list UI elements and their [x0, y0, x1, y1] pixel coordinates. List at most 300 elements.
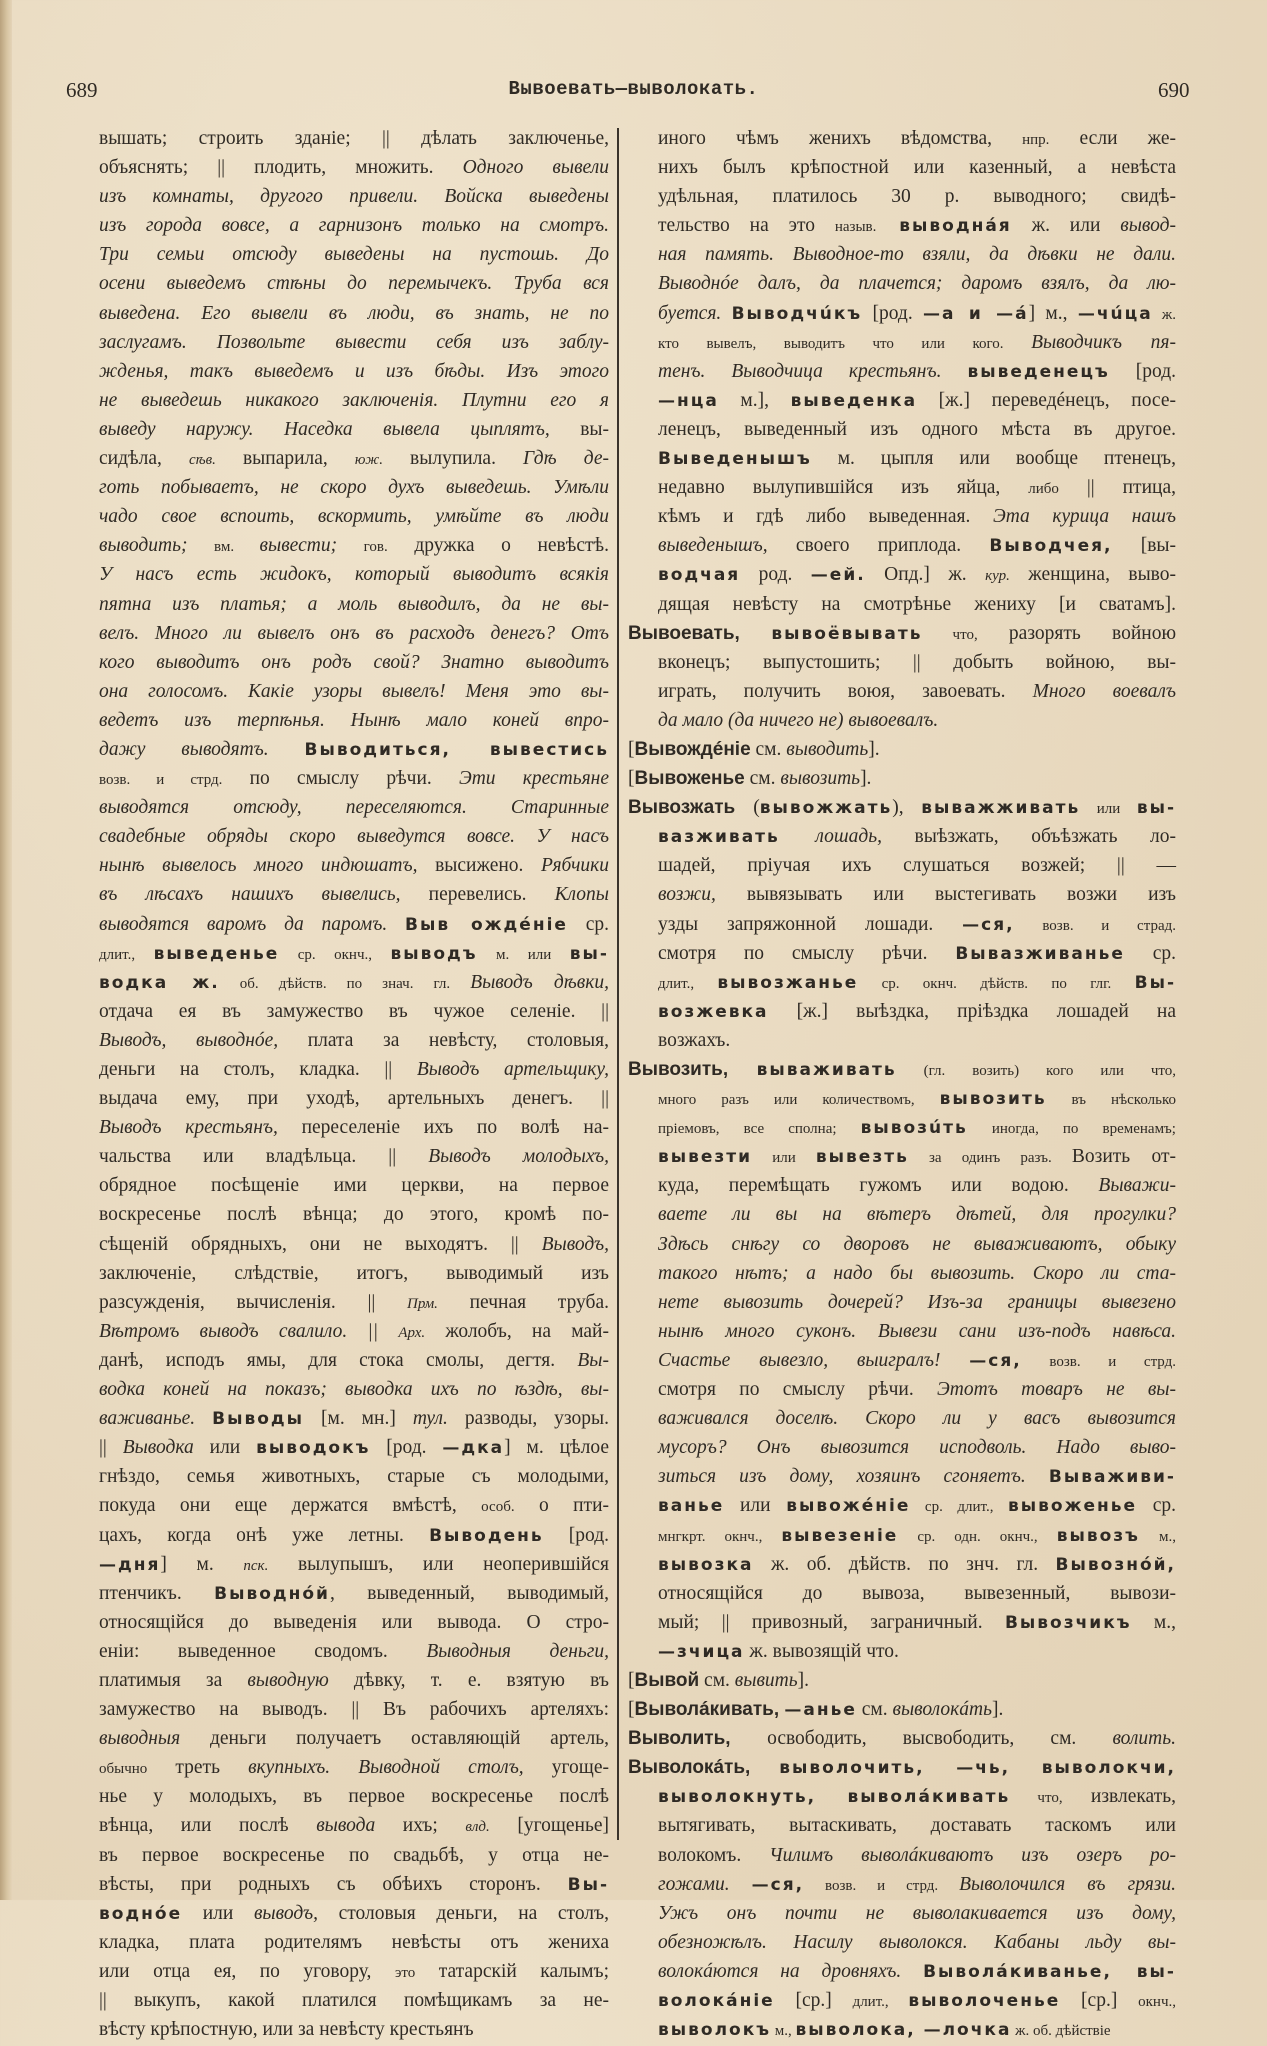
small-text: ср. одн. окнч., [898, 1528, 1057, 1545]
small-text: возв. и стрд. [1021, 1353, 1176, 1370]
left-column [99, 124, 609, 2044]
italic-example: велъ. Много ли вывелъ онъ въ расходъ денегъ? Отъ [99, 622, 609, 644]
headword-spaced: выведенка [790, 390, 918, 411]
italic-example: Одного вывели [462, 157, 609, 179]
italic-example: изъ комнаты, другого привели. Войска выведены [99, 186, 609, 208]
text-line [628, 1259, 1176, 1288]
entry-headword: Вывозжать [628, 797, 754, 819]
text-line [99, 851, 609, 880]
italic-example: нынѣ вывелось много индюшатъ, [99, 855, 436, 877]
text-run: м.], [718, 389, 791, 411]
text-line [628, 997, 1176, 1026]
headword-spaced: вазживать [658, 827, 816, 848]
italic-example: зиться изъ дому, хозяинъ сгоняетъ. [658, 1466, 1049, 1488]
text-line [628, 1957, 1176, 1986]
small-text: нпр. [1022, 132, 1050, 148]
small-italic-label: сѣв. [188, 452, 216, 469]
text-line [628, 822, 1176, 851]
small-text: пріемовъ, все сполна; [658, 1121, 861, 1138]
italic-example: выводятся варомъ да паромъ. [99, 913, 406, 935]
italic-example: дажу выводятъ. [99, 738, 305, 760]
text-run: м., [1131, 1611, 1176, 1633]
text-run: смотря по смыслу рѣчи. [658, 1379, 938, 1401]
text-line [628, 473, 1176, 502]
small-text: ср. длит., [910, 1499, 1008, 1516]
text-run: куда, перемѣщать гужомъ или водою. [658, 1175, 1099, 1197]
text-run: ср. [1124, 942, 1177, 964]
small-text: гов. [363, 539, 388, 556]
headword-spaced: Выводчея, [989, 536, 1113, 557]
text-run: гнѣздо, семья животныхъ, старые съ молодыми, [99, 1466, 609, 1488]
entry-headword: Вывой [634, 1669, 700, 1691]
italic-example: волокáются на дровняхъ. [658, 1960, 924, 1982]
text-line [628, 386, 1176, 415]
italic-example: вывод- [1120, 215, 1176, 237]
text-line [628, 590, 1176, 619]
text-line [628, 1637, 1176, 1666]
text-run: отдача ея въ замужество въ чужое селеніе. || [99, 1000, 609, 1022]
text-run: замужество на выводъ. || Въ рабочихъ артеляхъ: [99, 1699, 609, 1721]
text-line [628, 1928, 1176, 1957]
italic-example: тул. [412, 1408, 448, 1430]
text-line [628, 1608, 1176, 1637]
column-divider [617, 128, 619, 1840]
text-line [99, 1346, 609, 1375]
text-run: вывязывать или выстегивать возжи изъ [746, 884, 1176, 906]
right-column [628, 124, 1176, 2044]
text-line [628, 1317, 1176, 1346]
text-run: вышать; строить зданіе; || дѣлать заключенье, [99, 128, 609, 149]
text-run: || выкупъ, какой платился помѣщикамъ за не- [99, 1990, 609, 2011]
small-italic-label: влд. [465, 1819, 490, 1836]
text-line [99, 1462, 609, 1491]
text-run: дружка о невѣстѣ. [387, 535, 609, 557]
text-run: [ср.] [1060, 1990, 1139, 2011]
italic-example: Рябчики [541, 855, 609, 877]
text-run: [род. [862, 302, 924, 324]
italic-example: ная память. Выводное-то взяли, да дѣвки не дали. [658, 244, 1176, 266]
text-line [628, 1491, 1176, 1520]
text-line [628, 1870, 1176, 1899]
italic-example: Клопы [554, 884, 609, 906]
text-line [628, 502, 1176, 531]
headword-spaced: Выволáкиванье, вы- [923, 1961, 1176, 1982]
text-run: Возить от- [1071, 1146, 1176, 1168]
text-line [99, 153, 609, 182]
text-line [99, 1753, 609, 1782]
text-run: нихъ былъ крѣпостной или казенный, а невѣста [658, 157, 1176, 179]
text-line [628, 328, 1176, 357]
text-run: о пти- [514, 1495, 609, 1517]
text-line [99, 473, 609, 502]
text-run: ] м. цѣлое [504, 1437, 610, 1459]
text-run: ]. [860, 768, 872, 790]
text-run: цахъ, когда онѣ уже летны. [99, 1524, 430, 1546]
text-line [99, 182, 609, 211]
text-line [628, 182, 1176, 211]
text-line [99, 357, 609, 386]
headword-spaced: —чúца [1077, 303, 1153, 324]
text-line [99, 1811, 609, 1840]
italic-example: Выводнóе далъ, да плачется; даромъ взялъ, да лю- [658, 273, 1176, 295]
text-line [99, 1608, 609, 1637]
italic-example: изъ города вовсе, а гарнизонъ только на смотръ. [99, 215, 609, 237]
text-run: м. цыпля или вообще птенецъ, [811, 448, 1176, 470]
text-run: кладка, плата родителямъ невѣсты отъ жениха [99, 1931, 609, 1953]
text-run: [ср.] [774, 1990, 853, 2011]
text-run: женщина, выво- [1009, 564, 1176, 586]
text-line [628, 357, 1176, 386]
text-line [628, 240, 1176, 269]
italic-example: выводныя [99, 1728, 181, 1750]
headword-spaced: вывозъ [1056, 1525, 1140, 1546]
italic-example: мусоръ? Онъ вывозится исподволь. Надо выво- [658, 1437, 1176, 1459]
text-run: удѣльная, платилось 30 р. выводного; свидѣ- [658, 186, 1176, 208]
text-run: обрядное посѣщеніе ими церкви, на первое [99, 1175, 609, 1197]
text-run: вѣсты, при родныхъ съ обѣихъ сторонъ. [99, 1873, 568, 1895]
text-run: ]. [868, 738, 880, 760]
text-run: Опд.] ж. [865, 564, 986, 586]
italic-example: Счастье вывезло, выигралъ! [658, 1349, 970, 1371]
italic-example: кого выводитъ онъ родъ свой? Знатно выводитъ [99, 651, 609, 673]
headword-spaced: водчая [658, 565, 741, 586]
text-run: ( [753, 797, 760, 819]
entry-headword: Выволокáть, [628, 1757, 780, 1779]
text-run: ] м., [1028, 302, 1078, 324]
italic-example: возжи, [658, 884, 747, 906]
italic-example: выводную [247, 1669, 329, 1691]
text-run: [род. [543, 1524, 609, 1546]
text-run: нье у молодыхъ, въ первое воскресенье послѣ [99, 1786, 609, 1808]
italic-example: Эти крестьяне [458, 768, 609, 790]
italic-example: водка коней на показъ; выводка ихъ по ѣздѣ, вы- [99, 1379, 609, 1401]
entry-headword: Вывоженье [634, 768, 745, 790]
text-line [628, 619, 1176, 648]
text-run: [род. [1109, 360, 1176, 382]
entry-headword: Вывоевать, [628, 622, 772, 644]
text-line [628, 1200, 1176, 1229]
italic-example: гожами. [658, 1873, 752, 1895]
italic-example: Эта курица нашъ [992, 506, 1176, 528]
headword-spaced: —ся, [969, 1350, 1022, 1371]
italic-example: Выводъ крестьянъ, [99, 1117, 302, 1139]
headword-spaced: Выведенышъ [658, 449, 812, 470]
italic-example: Чилимъ выволáкиваютъ изъ озеръ ро- [769, 1844, 1176, 1866]
small-italic-label: пск. [243, 1557, 269, 1574]
headword-spaced: вывоженье [1008, 1496, 1138, 1517]
text-line [628, 444, 1176, 473]
italic-example: нынѣ много суконъ. Вывези сани изъ-подъ навѣса. [658, 1320, 1176, 1342]
text-line [99, 880, 609, 909]
text-line [99, 1724, 609, 1753]
text-line [99, 1957, 609, 1986]
headword-spaced: —нца [658, 390, 719, 411]
italic-example: да мало (да ничего не) вывоевалъ. [658, 709, 939, 731]
text-line [99, 1666, 609, 1695]
text-run: или [182, 1902, 254, 1924]
text-run: татарскій калымъ; [415, 1960, 609, 1982]
text-line [99, 2015, 609, 2044]
headword-spaced: —ей. [810, 565, 866, 586]
text-run: данѣ, исподъ ямы, для стока смолы, дегтя. [99, 1349, 578, 1371]
headword-spaced: волокáніе [658, 1991, 775, 2011]
small-text: длит., [852, 1994, 909, 2010]
italic-example: Много воевалъ [1032, 680, 1176, 702]
italic-example: выводить [786, 738, 869, 760]
italic-example: выводятся отсюду, переселяются. Старинные [99, 797, 609, 819]
text-line [628, 560, 1176, 589]
text-line [628, 299, 1176, 328]
text-run: тельство на это [658, 215, 835, 237]
text-run: или [724, 1495, 787, 1517]
text-run: [ [628, 768, 635, 790]
running-head-title: Вывоевать—выволокать. [508, 78, 759, 100]
text-line [99, 560, 609, 589]
text-line [99, 299, 609, 328]
headword-spaced: —ся, [962, 914, 1015, 935]
text-line [99, 1550, 609, 1579]
text-run: || [99, 1437, 123, 1459]
italic-example: важивался доселѣ. Скоро ли у васъ вывозится [658, 1408, 1176, 1430]
small-text: обычно [99, 1761, 148, 1778]
text-line [628, 1433, 1176, 1462]
page-binding-edge [0, 0, 12, 1900]
headword-spaced: выводнáя [876, 216, 1012, 237]
italic-example: тенъ. Выводчица крестьянъ. [658, 360, 968, 382]
small-text: длит., [658, 975, 718, 992]
text-run: дящая невѣсту на смотрѣнье жениху [и сватамъ]. [658, 593, 1176, 615]
text-run: деньги на столъ, кладка. || [99, 1059, 417, 1080]
small-text: (гл. возить) кого или что, [896, 1063, 1176, 1079]
text-run: птенчикъ. [99, 1582, 215, 1604]
text-line [628, 1899, 1176, 1928]
small-italic-label: юж. [354, 452, 383, 469]
italic-example: Ужъ онъ почти не выволакивается изъ дому, [658, 1902, 1176, 1924]
text-run: чальства или владѣльца. || [99, 1146, 429, 1168]
text-line [99, 1841, 609, 1870]
text-run: иного чѣмъ женихъ вѣдомства, [658, 128, 1023, 149]
headword-spaced: вывезть [815, 1147, 909, 1168]
italic-example: Выводъ дѣвки, [470, 971, 609, 993]
text-line [99, 939, 609, 968]
text-line [99, 211, 609, 240]
italic-example: выводить; [99, 535, 215, 557]
small-text: м., [771, 2023, 796, 2040]
headword-spaced: Вываживи- [1048, 1467, 1176, 1488]
italic-example: ведетъ изъ терпѣнья. Нынѣ мало коней впро- [99, 709, 609, 731]
text-run: разсужденія, вычисленія. || [99, 1291, 407, 1313]
small-text: возв. и стрд. [99, 772, 223, 789]
text-line [628, 2015, 1176, 2044]
text-line [628, 1579, 1176, 1608]
text-run: покуда они еще держатся вмѣстѣ, [99, 1495, 482, 1517]
text-run: возжахъ. [658, 1029, 731, 1051]
text-run: извлекать, [1062, 1786, 1176, 1808]
text-line [99, 648, 609, 677]
headword-spaced: —а и —á [923, 303, 1029, 324]
small-text: ср. окнч., [279, 946, 391, 963]
text-line [99, 1637, 609, 1666]
text-line [628, 1142, 1176, 1171]
text-line [628, 1811, 1176, 1840]
headword-spaced: вывозить [939, 1089, 1047, 1110]
italic-example: Этотъ товаръ не вы- [937, 1379, 1176, 1401]
text-line [628, 1695, 1176, 1724]
text-line [628, 880, 1176, 909]
headword-spaced: вывозка [658, 1554, 754, 1575]
italic-example: Выважи- [1098, 1175, 1176, 1197]
italic-example: выводъ, [253, 1902, 318, 1924]
text-line [99, 1230, 609, 1259]
headword-spaced: выволока, —лочка [795, 2020, 1012, 2041]
small-text: возв. и стрд. [804, 1877, 960, 1894]
headword-spaced: вы- [569, 943, 609, 964]
text-line [99, 444, 609, 473]
text-line [628, 1230, 1176, 1259]
text-run: относящійся до выведенія или вывода. О стро- [99, 1611, 609, 1633]
text-run: вылупила. [382, 448, 524, 470]
text-line [99, 1084, 609, 1113]
text-run: вы- [580, 418, 609, 440]
headword-spaced: Вы- [567, 1874, 609, 1895]
text-line [99, 1491, 609, 1520]
small-text: иногда, по временамъ; [967, 1121, 1176, 1138]
text-line [99, 415, 609, 444]
text-run: ихъ; [375, 1815, 466, 1837]
headword-spaced: Выводнóй [214, 1583, 330, 1604]
text-line [99, 1899, 609, 1928]
headword-spaced: Выводень [429, 1525, 544, 1546]
text-line [99, 1782, 609, 1811]
text-run: ленецъ, выведенный изъ одного мѣста въ другое. [658, 418, 1176, 440]
italic-example: осени выведемъ стѣны до перемычекъ. Труба вся [99, 273, 609, 295]
text-line [99, 677, 609, 706]
italic-example: Выводчикъ пя- [1031, 331, 1176, 353]
text-line [99, 706, 609, 735]
text-run: см. [750, 738, 787, 760]
italic-example: лошадь, [815, 826, 915, 848]
headword-spaced: Выв ождéніе [405, 914, 568, 935]
text-run: воскресенье послѣ вѣнца; до этого, кромѣ по- [99, 1204, 609, 1226]
entry-headword: Вывождéніе [634, 738, 751, 760]
text-run: или отца ея, по уговору, [99, 1960, 395, 1982]
italic-example: Три семьи отсюду выведены на пустошь. До [99, 244, 609, 266]
small-text: мнгкрт. окнч., [658, 1528, 782, 1545]
text-run: ж. об. дѣйств. по знч. гл. [753, 1553, 1056, 1575]
headword-spaced: Вы- [1134, 972, 1176, 993]
headword-spaced: вывезеніе [781, 1525, 899, 1546]
italic-example: Здѣсь снѣгу со дворовъ не вываживаютъ, обыку [658, 1233, 1176, 1255]
entry-headword: Вывозить, [628, 1059, 757, 1080]
text-line [628, 910, 1176, 939]
text-line [628, 1841, 1176, 1870]
italic-example: вывить [734, 1669, 798, 1691]
italic-example: вывести; [259, 535, 364, 557]
headword-spaced: Выводы [212, 1409, 304, 1430]
text-line [628, 968, 1176, 997]
italic-example: свадебные обряды скоро выведутся вовсе. У насъ [99, 826, 609, 848]
headword-spaced: вывезти [658, 1147, 753, 1168]
text-line [99, 735, 609, 764]
text-line [99, 269, 609, 298]
text-run: || птица, [1058, 477, 1176, 499]
small-text: возв. и страд. [1014, 917, 1176, 934]
headword-spaced: вываживать [756, 1060, 897, 1080]
text-run: ), [892, 797, 922, 819]
text-line [99, 386, 609, 415]
text-run: [ [628, 1669, 635, 1691]
text-line [628, 1113, 1176, 1142]
text-run: ]. [797, 1669, 810, 1691]
text-run: [ж.] выѣздка, пріѣздка лошадей на [768, 1000, 1176, 1022]
small-text: об. дѣйств. по знач. гл. [219, 975, 471, 992]
text-run: плата за невѣсту, столовыя, [307, 1029, 609, 1051]
headword-spaced: Вывознóй, [1055, 1554, 1176, 1575]
italic-example: вывода [316, 1815, 376, 1837]
small-text: окнч., [1138, 1994, 1176, 2010]
text-run: по смыслу рѣчи. [222, 768, 459, 790]
text-line [628, 1724, 1176, 1753]
text-run: выдача ему, при уходѣ, артельныхъ денегъ. || [99, 1088, 609, 1110]
italic-example: Гдѣ де- [523, 448, 609, 470]
text-run: род. [740, 564, 811, 586]
small-text: въ нѣсколько [1046, 1092, 1176, 1109]
text-line [628, 851, 1176, 880]
text-run: вѣсту крѣпостную, или за невѣсту крестьянъ [99, 2019, 474, 2041]
text-run: освободить, высвободить, см. [767, 1728, 1113, 1750]
italic-example: такого нѣтъ; а надо бы вывозить. Скоро ли ста- [658, 1262, 1176, 1284]
text-line [628, 269, 1176, 298]
text-run: или [193, 1437, 257, 1459]
small-text: за одинъ разъ. [908, 1150, 1072, 1167]
text-line [99, 1288, 609, 1317]
text-line [628, 648, 1176, 677]
italic-example: готь побываетъ, не скоро духъ выведешь. Умѣли [99, 477, 609, 499]
italic-example: выведу наружу. Наседка вывела цыплятъ, [99, 418, 581, 440]
text-line [628, 706, 1176, 735]
headword-spaced: выволоченье [908, 1991, 1061, 2011]
headword-spaced: выволокнуть, выволáкивать [658, 1787, 1011, 1808]
page-number-right: 690 [1158, 78, 1190, 102]
italic-example: выволокáть [892, 1699, 992, 1721]
small-italic-label: Арх. [398, 1324, 426, 1341]
text-run: угоще- [551, 1757, 609, 1779]
small-text: м., [1139, 1528, 1176, 1545]
text-line [99, 997, 609, 1026]
page-number-left: 689 [66, 78, 98, 102]
text-line [628, 1055, 1176, 1084]
text-line [628, 1084, 1176, 1113]
small-italic-label: Прм. [406, 1295, 438, 1312]
text-line [99, 822, 609, 851]
text-line [628, 1404, 1176, 1433]
text-line [628, 1462, 1176, 1491]
text-run: узды запряжонной лошади. [658, 913, 963, 935]
text-run: дѣвку, т. е. взятую въ [328, 1669, 609, 1691]
text-line [628, 1288, 1176, 1317]
italic-example: Выводка [122, 1437, 194, 1459]
small-text: кто вывелъ, выводитъ что или кого. [658, 335, 1032, 352]
text-line [628, 1375, 1176, 1404]
text-line [99, 328, 609, 357]
headword-spaced: вывоёвывать [771, 623, 923, 644]
text-run: печная труба. [437, 1291, 610, 1313]
headword-spaced: ванье [658, 1496, 725, 1517]
text-run: сидѣла, [99, 448, 189, 470]
italic-example: заслугамъ. Позвольте вывести себя изъ заблу- [99, 331, 609, 353]
text-run: перевелись. [428, 884, 555, 906]
small-text: это [394, 1964, 416, 1981]
